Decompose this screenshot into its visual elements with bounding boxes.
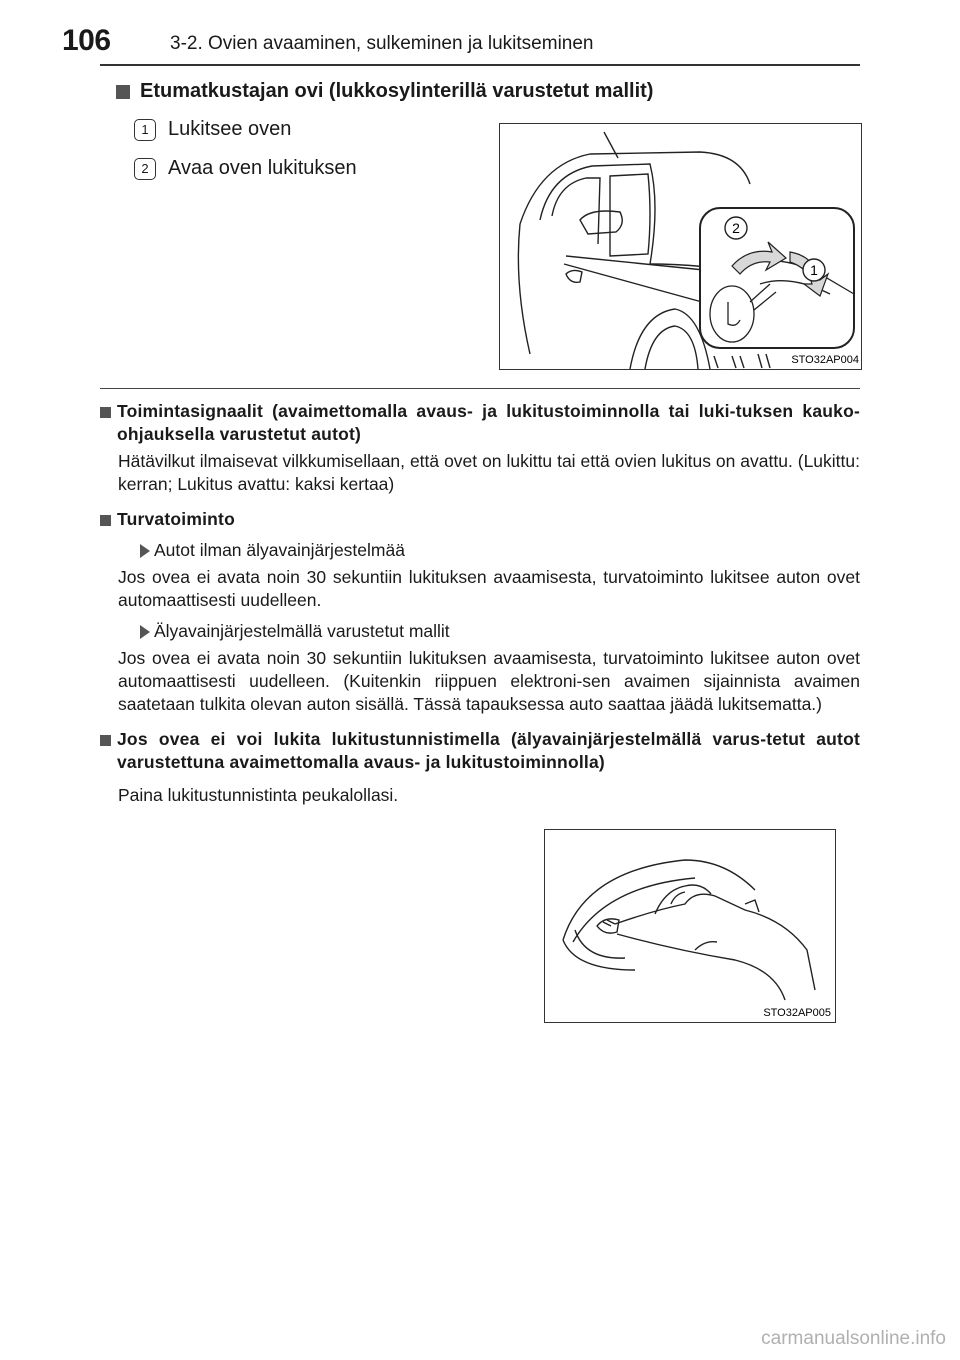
bullet-square-icon	[100, 515, 111, 526]
step-2	[134, 157, 357, 180]
note-signals	[100, 400, 860, 496]
subsection-1-label: Autot ilman älyavainjärjestelmää	[154, 540, 405, 560]
note-sensor-body: Paina lukitustunnistinta peukalollasi.	[118, 785, 399, 805]
callout-2: 2	[732, 220, 740, 236]
bullet-square-icon	[116, 85, 130, 99]
bullet-square-icon	[100, 735, 111, 746]
note-signals-title: Toimintasignaalit (avaimettomalla avaus- ja lukitustoiminnolla tai luki-tuksen kauko-ohjauksella varustetut autot)	[117, 401, 860, 444]
step-1	[134, 118, 291, 141]
car-door-figure	[499, 123, 862, 370]
watermark: carmanualsonline.info	[761, 1328, 946, 1349]
chapter-title: 3-2. Ovien avaaminen, sulkeminen ja lukitseminen	[170, 33, 594, 54]
step-number-1: 1	[134, 119, 156, 141]
triangle-bullet-icon	[140, 625, 150, 639]
section-divider	[100, 388, 860, 389]
note-sensor-title: Jos ovea ei voi lukita lukitustunnistimella (älyavainjärjestelmällä varus-tetut autot varustettuna avaimettomalla avaus- ja lukitustoiminnolla)	[117, 729, 860, 772]
thumb-sensor-illustration	[545, 830, 835, 1022]
subsection-2-label: Älyavainjärjestelmällä varustetut mallit	[154, 621, 450, 641]
header-rule	[100, 64, 860, 66]
figure-code-2: STO32AP005	[763, 1007, 831, 1019]
step-number-2: 2	[134, 158, 156, 180]
callout-1: 1	[810, 262, 818, 278]
triangle-bullet-icon	[140, 544, 150, 558]
subsection-2-body: Jos ovea ei avata noin 30 sekuntiin lukituksen avaamisesta, turvatoiminto lukitsee auton ovet automaattisesti uudelleen. (Kuitenkin riippuen elektroni-sen avaimen sijainnista avaimen saatetaan tulkita olevan auton sisällä. Tässä tapauksessa auto saattaa jäädä lukitsematta.)	[118, 648, 860, 714]
notes-section	[100, 400, 860, 819]
lock-sensor-figure	[544, 829, 836, 1023]
bullet-square-icon	[100, 407, 111, 418]
note-signals-body: Hätävilkut ilmaisevat vilkkumisellaan, että ovet on lukittu tai että ovien lukitus on avattu. (Lukittu: kerran; Lukitus avattu: kaksi kertaa)	[118, 451, 860, 494]
section-title	[116, 80, 653, 103]
note-security-title: Turvatoiminto	[117, 509, 235, 529]
subsection-1	[140, 539, 860, 562]
note-security	[100, 508, 860, 716]
step-label-1: Lukitsee oven	[168, 118, 292, 140]
section-title-text: Etumatkustajan ovi (lukkosylinterillä varustetut mallit)	[140, 80, 654, 102]
figure-code-1: STO32AP004	[791, 354, 859, 366]
note-sensor	[100, 728, 860, 807]
step-label-2: Avaa oven lukituksen	[168, 157, 357, 179]
subsection-2	[140, 620, 860, 643]
page-number: 106	[62, 24, 111, 57]
car-key-illustration	[500, 124, 861, 369]
subsection-1-body: Jos ovea ei avata noin 30 sekuntiin lukituksen avaamisesta, turvatoiminto lukitsee auton ovet automaattisesti uudelleen.	[118, 567, 860, 610]
